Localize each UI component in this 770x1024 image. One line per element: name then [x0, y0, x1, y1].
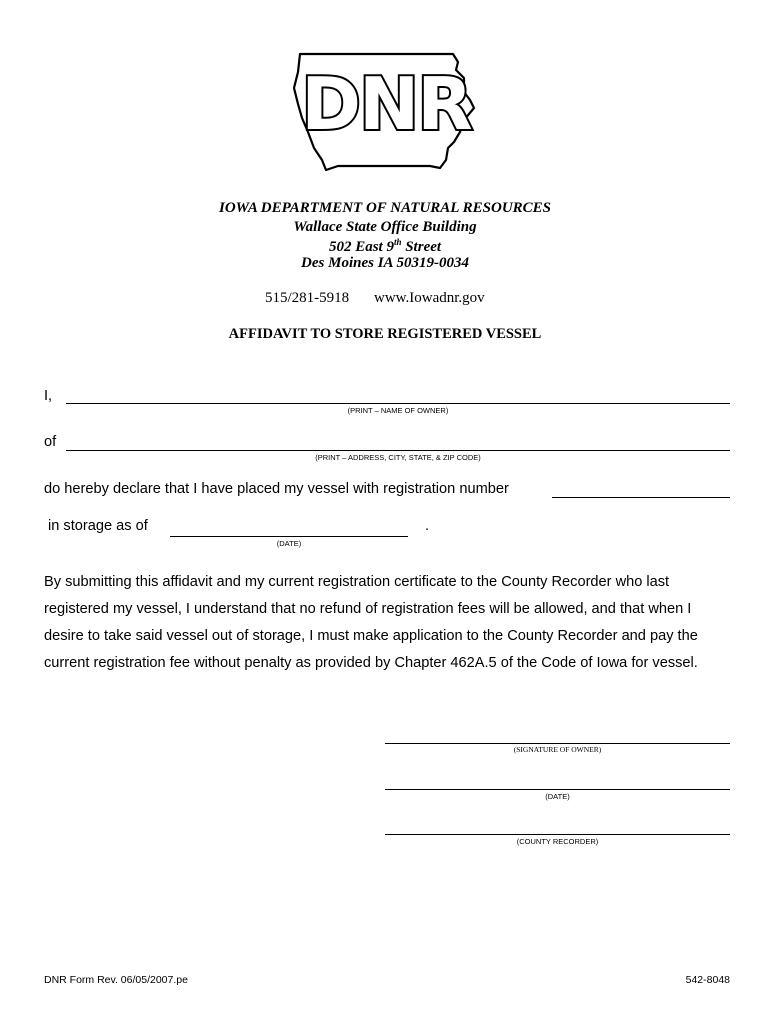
- address-prefix: of: [44, 434, 57, 450]
- phone-number: 515/281-5918: [265, 290, 350, 306]
- paragraph-line: registered my vessel, I understand that no refund of registration fees will be allowed, and that when I: [44, 601, 692, 617]
- owner-signature-field[interactable]: [385, 743, 730, 744]
- form-title: AFFIDAVIT TO STORE REGISTERED VESSEL: [228, 326, 542, 342]
- declare-text: do hereby declare that I have placed my vessel with registration number: [44, 481, 509, 497]
- paragraph-line: desire to take said vessel out of storage, I must make application to the County Recorder and pay the: [44, 628, 698, 644]
- dnr-logo: [278, 48, 488, 183]
- owner-name-field[interactable]: [66, 403, 730, 404]
- owner-signature-caption: (SIGNATURE OF OWNER): [513, 745, 602, 754]
- owner-name-caption: (PRINT – NAME OF OWNER): [347, 406, 449, 415]
- form-number: 542-8048: [685, 974, 730, 986]
- paragraph-line: By submitting this affidavit and my current registration certificate to the County Recorder who last: [44, 574, 670, 590]
- website-link[interactable]: www.Iowadnr.gov: [374, 290, 485, 306]
- storage-date-caption: (DATE): [276, 539, 302, 548]
- registration-number-field[interactable]: [552, 497, 730, 498]
- city-state-zip: Des Moines IA 50319-0034: [301, 255, 469, 271]
- building-name: Wallace State Office Building: [293, 219, 477, 235]
- signature-date-field[interactable]: [385, 789, 730, 790]
- address-caption: (PRINT – ADDRESS, CITY, STATE, & ZIP CODE): [315, 453, 481, 462]
- street-suffix: th: [393, 237, 402, 247]
- owner-prefix: I,: [44, 388, 53, 404]
- storage-date-field[interactable]: [170, 536, 408, 537]
- signature-date-caption: (DATE): [545, 792, 570, 801]
- storage-text: in storage as of: [48, 518, 148, 534]
- county-recorder-field[interactable]: [385, 834, 730, 835]
- logo-text: DNR: [301, 62, 471, 146]
- street-name: Street: [401, 239, 442, 255]
- storage-period: .: [425, 518, 430, 534]
- org-name: IOWA DEPARTMENT OF NATURAL RESOURCES: [218, 200, 552, 216]
- form-revision: DNR Form Rev. 06/05/2007.pe: [44, 974, 188, 986]
- county-recorder-caption: (COUNTY RECORDER): [516, 837, 599, 846]
- paragraph-line: current registration fee without penalty as provided by Chapter 462A.5 of the Code of Iowa for vessel.: [44, 655, 698, 671]
- street-address: [0, 237, 770, 256]
- street-number: 502 East 9: [328, 239, 394, 255]
- address-field[interactable]: [66, 450, 730, 451]
